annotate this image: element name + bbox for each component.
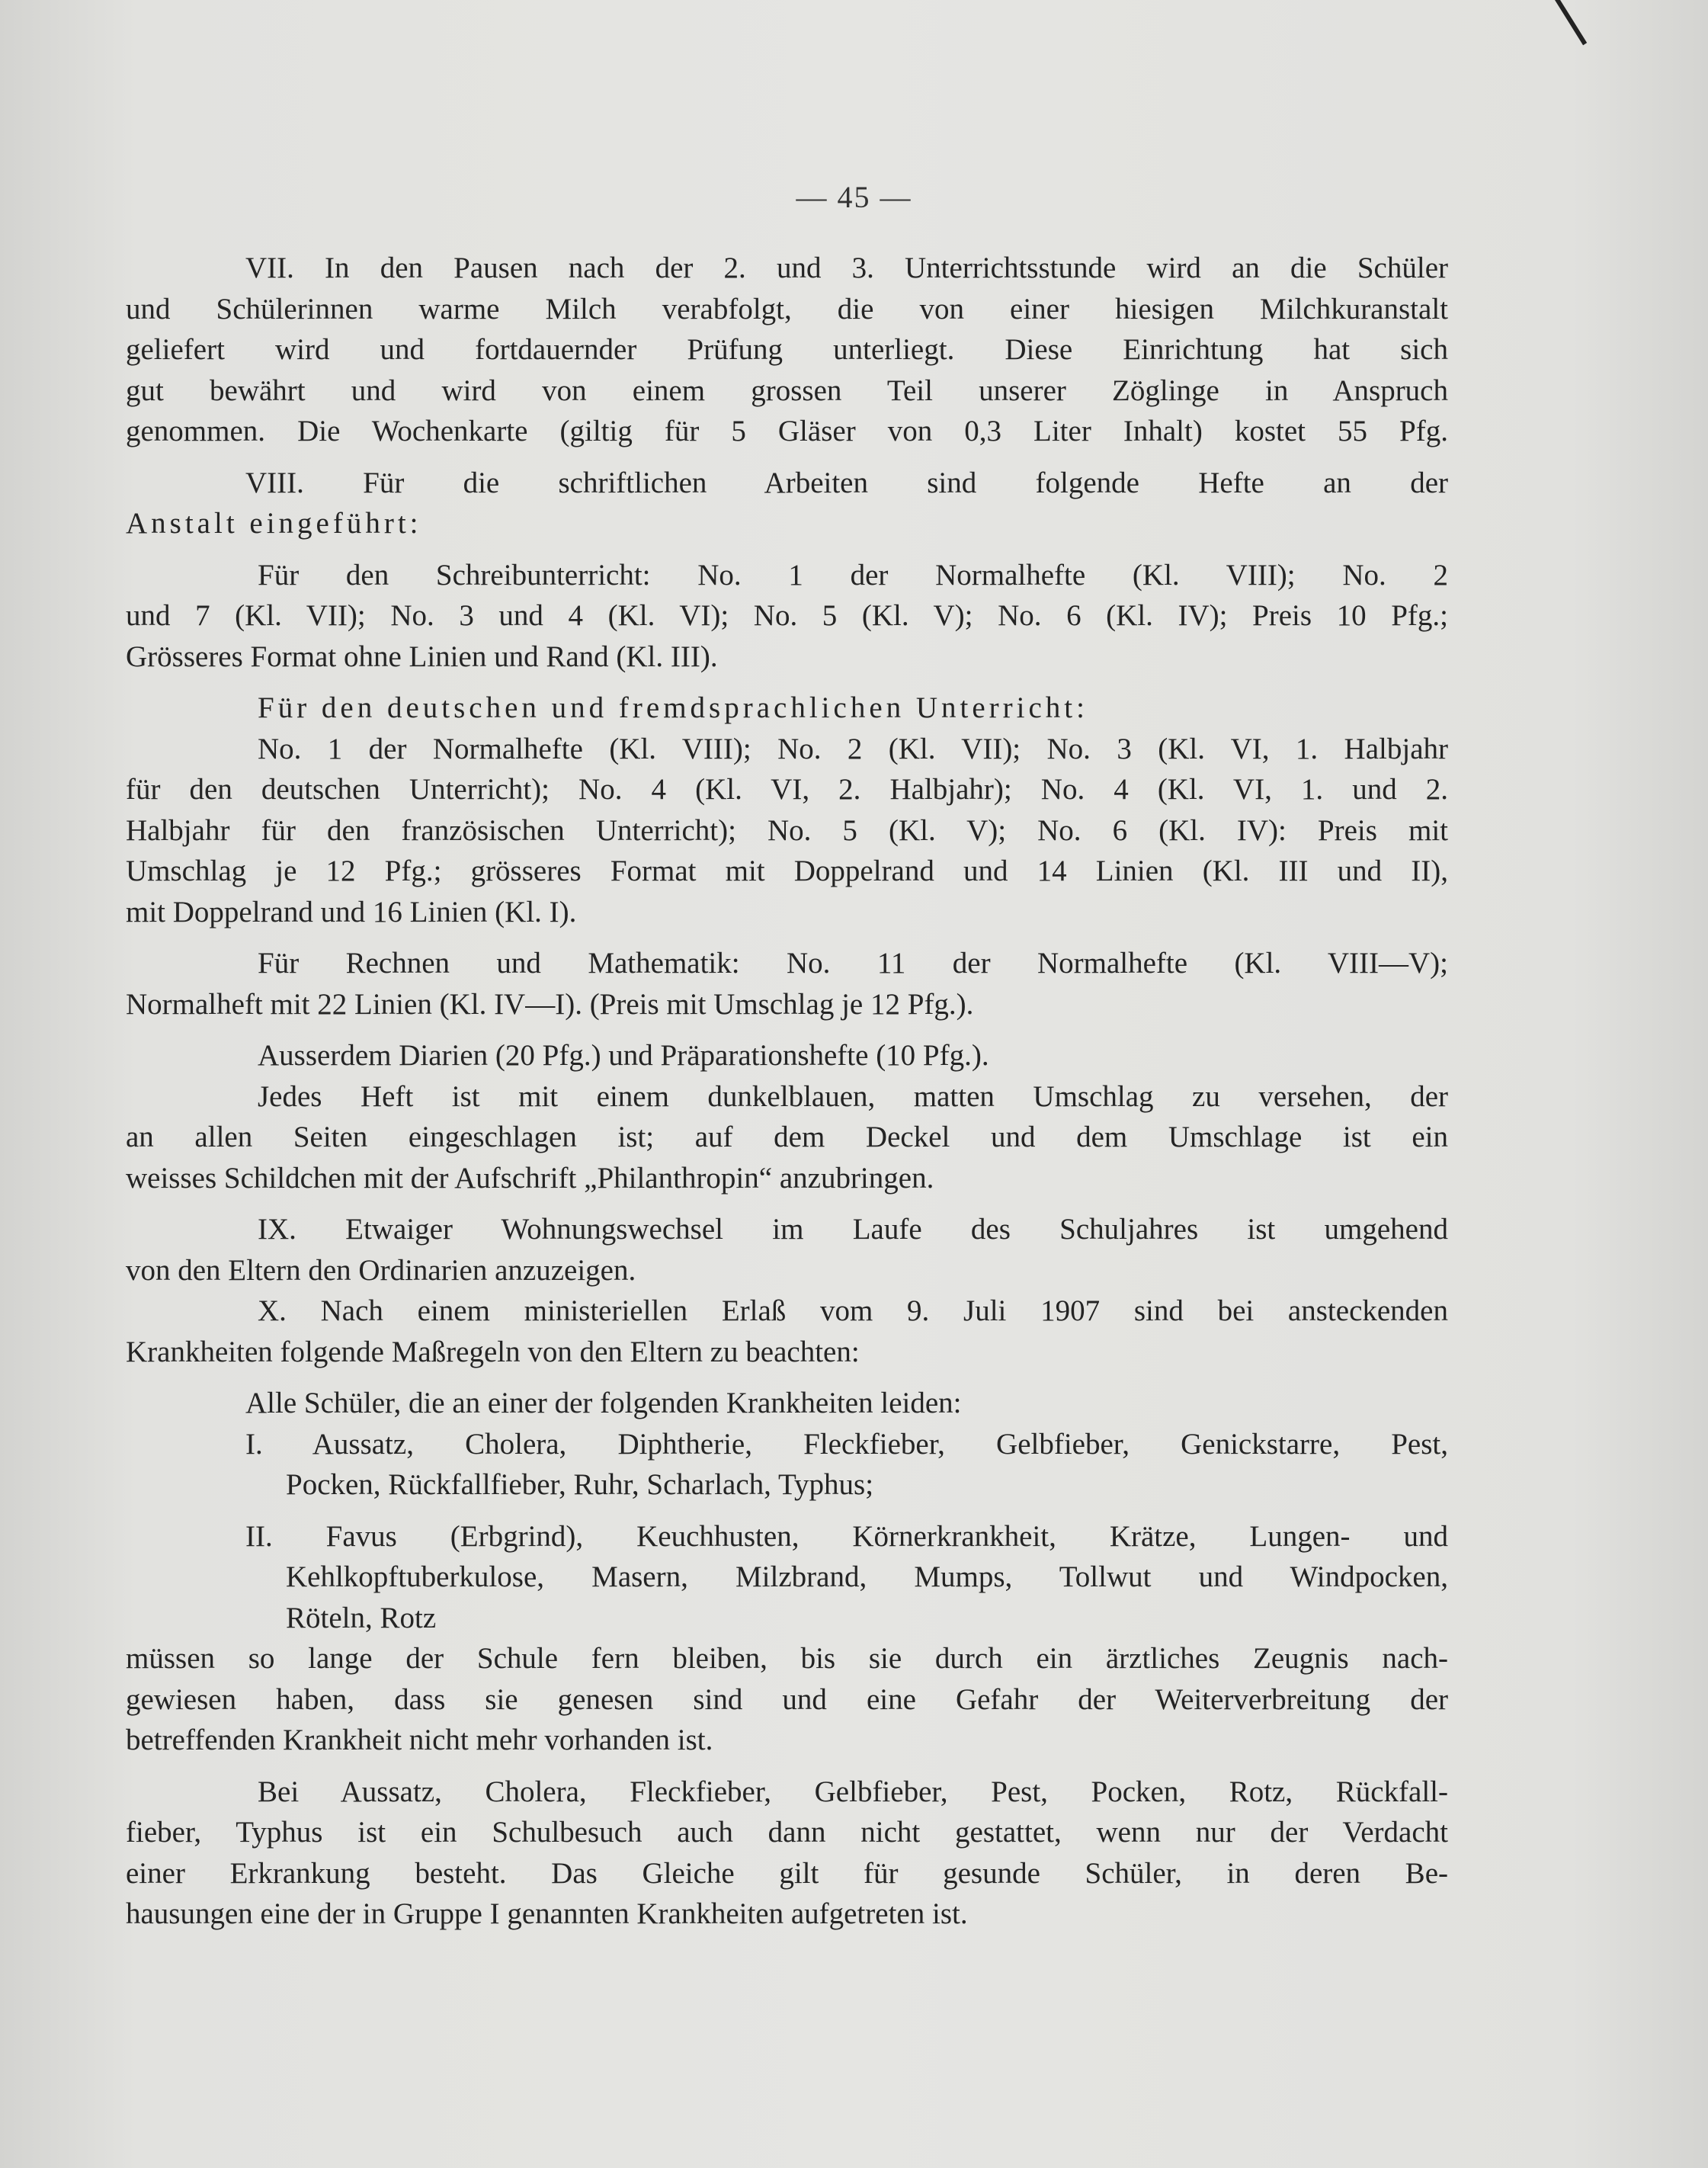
list-item: Pocken, Rückfallfieber, Ruhr, Scharlach, Typhus; xyxy=(286,1468,874,1501)
text-line: Halbjahr für den französischen Unterricht); No. 5 (Kl. V); No. 6 (Kl. IV): Preis mit xyxy=(126,813,1448,847)
text-line: X. Nach einem ministeriellen Erlaß vom 9. Juli 1907 sind bei ansteckenden xyxy=(258,1294,1448,1327)
text-line: Ausserdem Diarien (20 Pfg.) und Präparationshefte (10 Pfg.). xyxy=(258,1039,989,1072)
text-line: weisses Schildchen mit der Aufschrift „Philanthropin“ anzubringen. xyxy=(126,1161,934,1195)
list-item: I. Aussatz, Cholera, Diphtherie, Fleckfieber, Gelbfieber, Genickstarre, Pest, xyxy=(245,1427,1448,1461)
text-line: geliefert wird und fortdauernder Prüfung unterliegt. Diese Einrichtung hat sich xyxy=(126,333,1448,366)
list-item: Kehlkopftuberkulose, Masern, Milzbrand, Mumps, Tollwut und Windpocken, xyxy=(286,1560,1448,1593)
text-line: Normalheft mit 22 Linien (Kl. IV—I). (Preis mit Umschlag je 12 Pfg.). xyxy=(126,987,974,1021)
text-line: und 7 (Kl. VII); No. 3 und 4 (Kl. VI); No. 5 (Kl. V); No. 6 (Kl. IV); Preis 10 Pfg.; xyxy=(126,599,1448,632)
list-item: Röteln, Rotz xyxy=(286,1601,437,1634)
list-item: II. Favus (Erbgrind), Keuchhusten, Körnerkrankheit, Krätze, Lungen- und xyxy=(245,1519,1448,1553)
text-line: Jedes Heft ist mit einem dunkelblauen, matten Umschlag zu versehen, der xyxy=(258,1079,1448,1113)
text-line: an allen Seiten eingeschlagen ist; auf dem Deckel und dem Umschlage ist ein xyxy=(126,1121,1448,1153)
text-line: gut bewährt und wird von einem grossen Teil unserer Zöglinge in Anspruch xyxy=(126,374,1448,407)
text-line: müssen so lange der Schule fern bleiben, bis sie durch ein ärztliches Zeugnis nach- xyxy=(126,1642,1448,1675)
text-line: und Schülerinnen warme Milch verabfolgt, die von einer hiesigen Milchkuranstalt xyxy=(126,292,1448,326)
text-line: Für Rechnen und Mathematik: No. 11 der Normalhefte (Kl. VIII—V); xyxy=(258,947,1448,980)
text-line: betreffenden Krankheit nicht mehr vorhanden ist. xyxy=(126,1724,713,1756)
text-line: Krankheiten folgende Maßregeln von den Eltern zu beachten: xyxy=(126,1335,860,1368)
text-line: Bei Aussatz, Cholera, Fleckfieber, Gelbfieber, Pest, Pocken, Rotz, Rückfall- xyxy=(258,1775,1448,1808)
text-line: No. 1 der Normalhefte (Kl. VIII); No. 2 (Kl. VII); No. 3 (Kl. VI, 1. Halbjahr xyxy=(258,732,1448,765)
text-line: VII. In den Pausen nach der 2. und 3. Unterrichtsstunde wird an die Schüler xyxy=(245,252,1448,284)
text-line: Anstalt eingeführt: xyxy=(126,507,422,540)
text-line: Für den Schreibunterricht: No. 1 der Normalhefte (Kl. VIII); No. 2 xyxy=(258,558,1448,592)
corner-mark xyxy=(1555,0,1587,45)
page-text xyxy=(126,248,1448,1935)
text-line: IX. Etwaiger Wohnungswechsel im Laufe des Schuljahres ist umgehend xyxy=(258,1213,1448,1246)
text-line: genommen. Die Wochenkarte (giltig für 5 Gläser von 0,3 Liter Inhalt) kostet 55 Pfg. xyxy=(126,415,1448,447)
text-line: Grösseres Format ohne Linien und Rand (Kl. III). xyxy=(126,640,718,673)
text-line: Umschlag je 12 Pfg.; grösseres Format mit Doppelrand und 14 Linien (Kl. III und II), xyxy=(126,855,1448,887)
text-line: fieber, Typhus ist ein Schulbesuch auch dann nicht gestattet, wenn nur der Verdacht xyxy=(126,1816,1448,1849)
text-line: Alle Schüler, die an einer der folgenden Krankheiten leiden: xyxy=(245,1387,962,1419)
text-line: hausungen eine der in Gruppe I genannten Krankheiten aufgetreten ist. xyxy=(126,1897,968,1930)
text-line: einer Erkrankung besteht. Das Gleiche gilt für gesunde Schüler, in deren Be- xyxy=(126,1856,1448,1890)
text-line: von den Eltern den Ordinarien anzuzeigen. xyxy=(126,1253,636,1287)
text-line: für den deutschen Unterricht); No. 4 (Kl. VI, 2. Halbjahr); No. 4 (Kl. VI, 1. und 2. xyxy=(126,773,1448,806)
text-line: gewiesen haben, dass sie genesen sind und eine Gefahr der Weiterverbreitung der xyxy=(126,1682,1448,1716)
text-line: mit Doppelrand und 16 Linien (Kl. I). xyxy=(126,895,577,928)
page-number: — 45 — xyxy=(796,180,912,214)
section-heading: Für den deutschen und fremdsprachlichen Unterricht: xyxy=(258,691,1088,724)
text-line: VIII. Für die schriftlichen Arbeiten sind folgende Hefte an der xyxy=(245,466,1448,499)
